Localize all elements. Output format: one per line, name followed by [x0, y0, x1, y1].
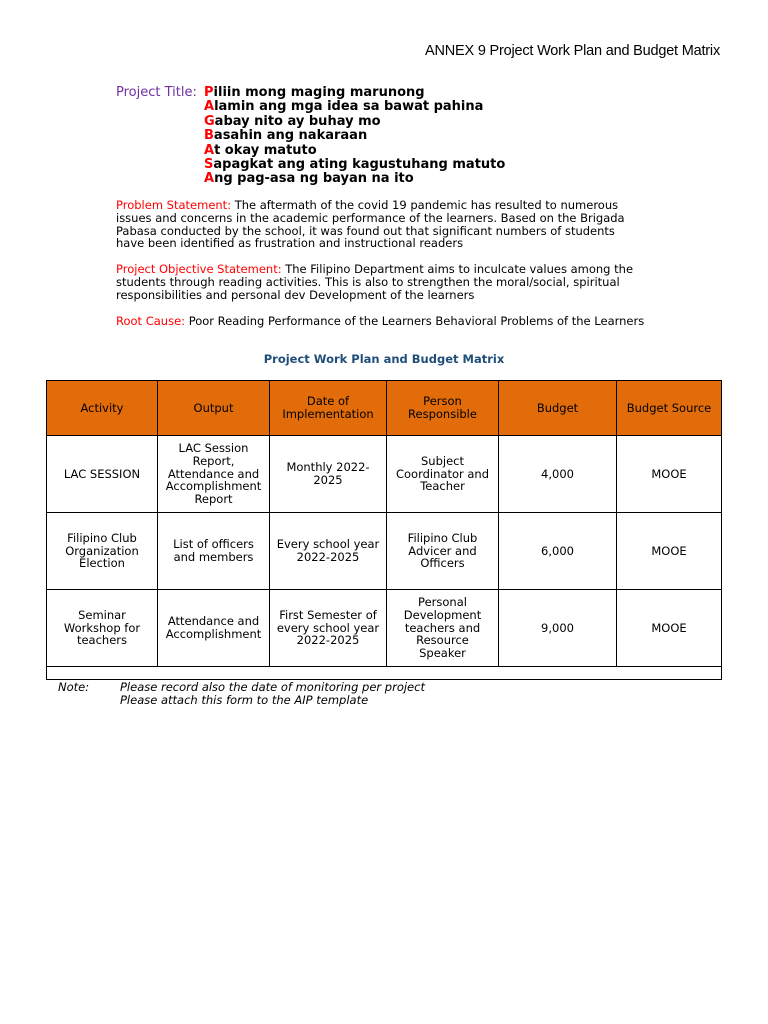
cell-budget-source: MOOE: [617, 436, 722, 513]
project-title-label: Project Title:: [116, 85, 197, 100]
cell-date: Every school year 2022-2025: [270, 513, 387, 590]
cell-person: Filipino Club Advicer and Officers: [387, 513, 499, 590]
note-line: Please record also the date of monitoring per project: [120, 680, 425, 694]
root-cause-label: Root Cause:: [116, 314, 186, 328]
objective-statement: [116, 263, 646, 301]
cell-activity: Filipino Club Organization Election: [47, 513, 158, 590]
work-plan-table: [46, 380, 722, 680]
note-label: Note:: [58, 680, 90, 694]
problem-statement: [116, 199, 646, 250]
note: [58, 680, 425, 707]
project-title-acrostic: [204, 86, 505, 187]
annex-header: ANNEX 9 Project Work Plan and Budget Matrix: [425, 43, 720, 59]
header-budget-source: Budget Source: [617, 381, 722, 436]
header-person: Person Responsible: [387, 381, 499, 436]
root-cause: [116, 315, 646, 328]
acrostic-line: Ang pag-asa ng bayan na ito: [204, 171, 414, 187]
cell-output: Attendance and Accomplishment: [158, 590, 270, 667]
header-budget: Budget: [499, 381, 617, 436]
cell-activity: Seminar Workshop for teachers: [47, 590, 158, 667]
acrostic-line: At okay matuto: [204, 142, 317, 158]
table-header-row: [47, 381, 722, 436]
objective-statement-text: The Filipino Department aims to inculcate values among the students through reading activities. This is also to strengthen the moral/social, spiritual responsibilities and personal dev Development of the learners: [116, 262, 634, 302]
cell-person: Personal Development teachers and Resource Speaker: [387, 590, 499, 667]
root-cause-text: Poor Reading Performance of the Learners Behavioral Problems of the Learners: [188, 314, 645, 328]
acrostic-line: Gabay nito ay buhay mo: [204, 113, 381, 129]
cell-activity: LAC SESSION: [47, 436, 158, 513]
table-row: [47, 513, 722, 590]
table-blank-row: [47, 667, 722, 680]
cell-date: First Semester of every school year 2022-2025: [270, 590, 387, 667]
cell-budget: 4,000: [499, 436, 617, 513]
note-line: Please attach this form to the AIP template: [120, 692, 369, 707]
matrix-title: Project Work Plan and Budget Matrix: [263, 352, 505, 366]
objective-statement-label: Project Objective Statement:: [116, 262, 282, 276]
header-output: Output: [158, 381, 270, 436]
cell-budget-source: MOOE: [617, 590, 722, 667]
header-date: Date of Implementation: [270, 381, 387, 436]
cell-budget: 9,000: [499, 590, 617, 667]
cell-output: LAC Session Report, Attendance and Accomplishment Report: [158, 436, 270, 513]
acrostic-line: Piliin mong maging marunong: [204, 85, 425, 100]
acrostic-line: Basahin ang nakaraan: [204, 128, 368, 144]
table-row: [47, 590, 722, 667]
problem-statement-label: Problem Statement:: [116, 198, 232, 212]
acrostic-line: Sapagkat ang ating kagustuhang matuto: [204, 157, 506, 173]
cell-person: Subject Coordinator and Teacher: [387, 436, 499, 513]
cell-budget: 6,000: [499, 513, 617, 590]
cell-output: List of officers and members: [158, 513, 270, 590]
blank-cell: [47, 667, 722, 680]
acrostic-line: Alamin ang mga idea sa bawat pahina: [204, 99, 484, 115]
problem-statement-text: The aftermath of the covid 19 pandemic has resulted to numerous issues and concerns in the academic performance of the learners. Based on the Brigada Pabasa conducted by the school, it was found out that significant numbers of students have been identified as frustration and instructional readers: [116, 198, 625, 251]
header-activity: Activity: [47, 381, 158, 436]
cell-date: Monthly 2022-2025: [270, 436, 387, 513]
cell-budget-source: MOOE: [617, 513, 722, 590]
table-row: [47, 436, 722, 513]
